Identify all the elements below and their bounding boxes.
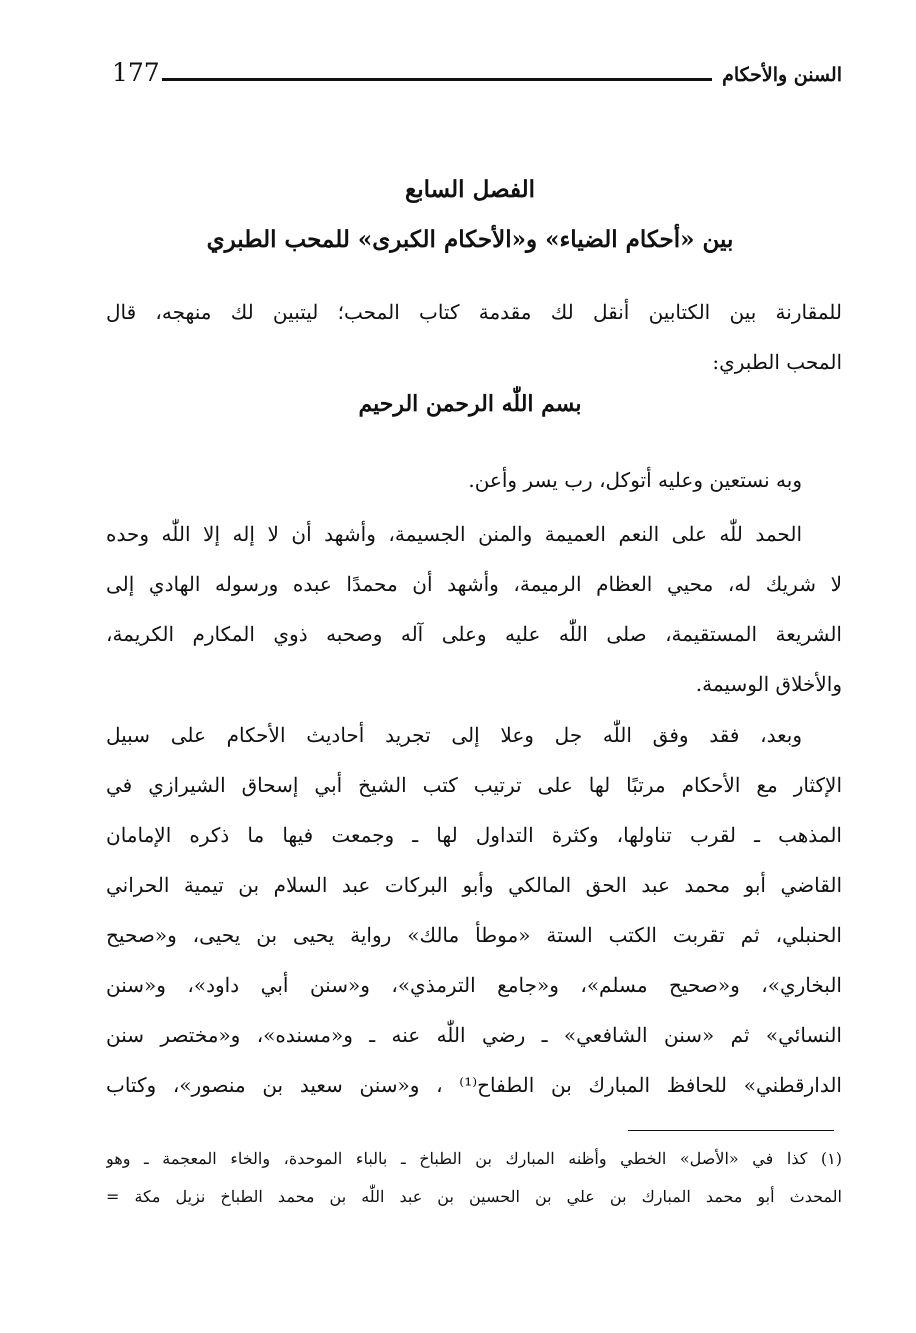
running-title: السنن والأحكام bbox=[722, 64, 842, 86]
intro-paragraph bbox=[106, 287, 842, 387]
text-line: وبعد، فقد وفق اللّٰه جل وعلا إلى تجريد أحاديث الأحكام على سبيل bbox=[106, 723, 802, 747]
text-line: لا شريك له، محيي العظام الرميمة، وأشهد أن محمدًا عبده ورسوله الهادي إلى bbox=[106, 572, 842, 596]
text-line: الحنبلي، ثم تقربت الكتب الستة «موطأ مالك» رواية يحيى بن يحيى، و«صحيح bbox=[106, 923, 842, 947]
footnotes bbox=[106, 1140, 842, 1216]
text-line: القاضي أبو محمد عبد الحق المالكي وأبو البركات عبد السلام بن تيمية الحراني bbox=[106, 873, 842, 897]
footnote-rule bbox=[628, 1130, 834, 1131]
header-rule bbox=[162, 78, 712, 81]
page-number: 177 bbox=[112, 58, 160, 87]
text-line: وبه نستعين وعليه أتوكل، رب يسر وأعن. bbox=[468, 468, 802, 492]
footnote-line: (١) كذا في «الأصل» الخطي وأظنه المبارك بن الطباخ ـ بالباء الموحدة، والخاء المعجمة ـ وهو bbox=[106, 1149, 842, 1168]
text-line: والأخلاق الوسيمة. bbox=[695, 672, 842, 696]
text-line: الدارقطني» للحافظ المبارك بن الطفاح⁽¹⁾ ، و«سنن سعيد بن منصور»، وكتاب bbox=[106, 1073, 842, 1097]
text-line: الحمد للّٰه على النعم العميمة والمنن الجسيمة، وأشهد أن لا إله إلا اللّٰه وحده bbox=[106, 522, 802, 546]
chapter-subtitle: بين «أحكام الضياء» و«الأحكام الكبرى» للمحب الطبري bbox=[206, 226, 734, 253]
running-header bbox=[112, 58, 842, 108]
text-line: النسائي» ثم «سنن الشافعي» ـ رضي اللّٰه عنه ـ و«مسنده»، و«مختصر سنن bbox=[106, 1023, 842, 1047]
text-line: الإكثار مع الأحكام مرتبًا لها على ترتيب كتب الشيخ أبي إسحاق الشيرازي في bbox=[106, 773, 842, 797]
text-line: الشريعة المستقيمة، صلى اللّٰه عليه وعلى آله وصحبه ذوي المكارم الكريمة، bbox=[106, 622, 842, 646]
basmala: بسم اللّٰه الرحمن الرحيم bbox=[358, 391, 582, 417]
text-line: للمقارنة بين الكتابين أنقل لك مقدمة كتاب المحب؛ ليتبين لك منهجه، قال bbox=[106, 300, 842, 324]
paragraph-1 bbox=[106, 455, 842, 505]
text-line: البخاري»، و«صحيح مسلم»، و«جامع الترمذي»، و«سنن أبي داود»، و«سنن bbox=[106, 973, 842, 997]
paragraph-2 bbox=[106, 509, 842, 709]
text-line: المذهب ـ لقرب تناولها، وكثرة التداول لها ـ وجمعت فيها ما ذكره الإمامان bbox=[106, 823, 842, 847]
text-line: المحب الطبري: bbox=[712, 350, 842, 374]
paragraph-3 bbox=[106, 710, 842, 1110]
footnote-line: المحدث أبو محمد المبارك بن علي بن الحسين بن عبد اللّٰه بن محمد الطباخ نزيل مكة = bbox=[106, 1187, 842, 1206]
chapter-heading: الفصل السابع bbox=[405, 176, 535, 203]
